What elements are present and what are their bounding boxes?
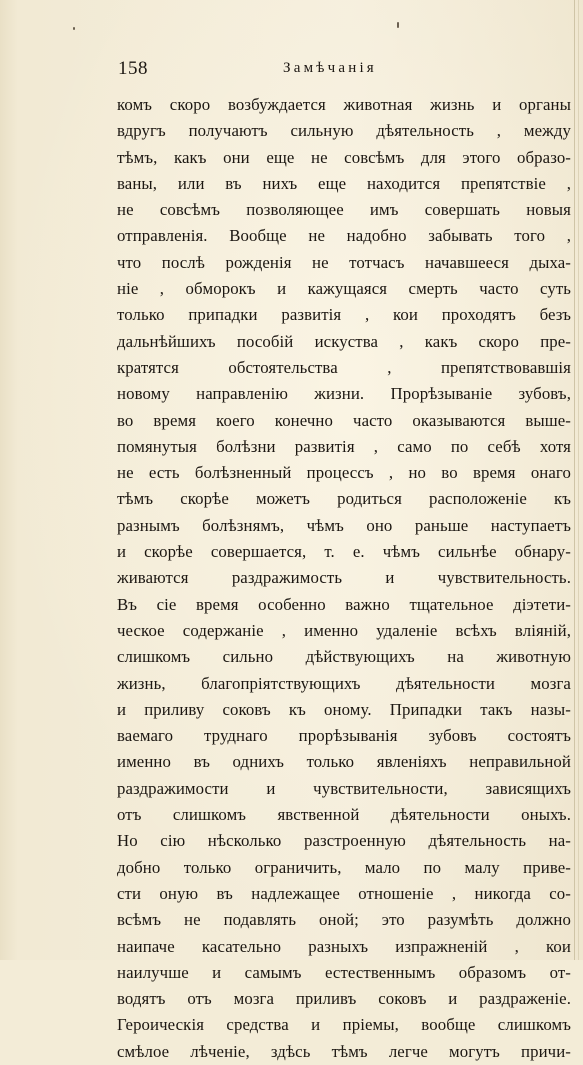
- text-line: ваны, или въ нихъ еще находится препятствіе ,: [117, 173, 571, 193]
- text-line: не совсѣмъ позволяющее имъ совершать новыя: [117, 200, 571, 220]
- text-line: не есть болѣзненный процессъ , но во время онаго: [117, 463, 571, 483]
- text-line: слишкомъ сильно дѣйствующихъ на животную: [117, 647, 571, 667]
- text-line: отправленія. Вообще не надобно забывать того ,: [117, 226, 571, 246]
- text-line: наипаче касательно разныхъ изпражненій , кои: [117, 936, 571, 956]
- text-line: помянутыя болѣзни развитія , само по себѣ хотя: [117, 436, 571, 456]
- text-line: новому направленію жизни. Прорѣзываніе зубовъ,: [117, 384, 571, 404]
- text-line: ваемаго труднаго прорѣзыванія зубовъ состоятъ: [117, 726, 571, 746]
- text-line: живаются раздражимость и чувствительность.: [117, 568, 571, 588]
- text-line: комъ скоро возбуждается животная жизнь и органы: [117, 95, 571, 114]
- text-line: ніе , обморокъ и кажущаяся смерть часто суть: [117, 279, 571, 299]
- text-line: разнымъ болѣзнямъ, чѣмъ оно раньше наступаетъ: [117, 515, 571, 535]
- text-line: наилучше и самымъ естественнымъ образомъ от-: [117, 962, 571, 982]
- text-line: что послѣ рожденія не тотчасъ начавшееся дыха-: [117, 252, 571, 272]
- text-line: жизнь, благопріятствующихъ дѣятельности мозга: [117, 673, 571, 693]
- paper-speck: [73, 27, 75, 30]
- text-line: вдругъ получаютъ сильную дѣятельность , между: [117, 121, 571, 141]
- text-line: во время коего конечно часто оказываются выше-: [117, 410, 571, 430]
- text-line: кратятся обстоятельства , препятствовавшія: [117, 357, 571, 377]
- text-line: всѣмъ не подавлять оной; это разумѣть должно: [117, 910, 571, 930]
- text-line: именно въ однихъ только явленіяхъ неправильной: [117, 752, 571, 772]
- page-header: [118, 58, 568, 82]
- text-line: дальнѣйшихъ пособій искуства , какъ скоро пре-: [117, 331, 571, 351]
- text-line: тѣмъ скорѣе можетъ родиться расположеніе къ: [117, 489, 571, 509]
- text-line: и приливу соковъ къ оному. Припадки такъ назы-: [117, 699, 571, 719]
- text-line: Героическія средства и пріемы, вообще слишкомъ: [117, 1015, 571, 1035]
- page-edge-line: [574, 0, 575, 960]
- page-edge-line-outer: [578, 0, 579, 960]
- text-line: водятъ отъ мозга приливъ соковъ и раздраженіе.: [117, 989, 571, 1009]
- body-text: [117, 92, 571, 1065]
- text-line: ческое содержаніе , именно удаленіе всѣхъ вліяній,: [117, 620, 571, 640]
- text-line: добно только ограничить, мало по малу приве-: [117, 857, 571, 877]
- text-line: Но сію нѣсколько разстроенную дѣятельность на-: [117, 831, 571, 851]
- page-number: 158: [118, 58, 148, 79]
- running-title: Замѣчанія: [283, 60, 377, 76]
- text-line: отъ слишкомъ явственной дѣятельности оныхъ.: [117, 805, 571, 825]
- text-line: Въ сіе время особенно важно тщательное діэтети-: [117, 594, 571, 614]
- text-line: и скорѣе совершается, т. е. чѣмъ сильнѣе обнару-: [117, 542, 571, 562]
- text-line: смѣлое лѣченіе, здѣсь тѣмъ легче могутъ причи-: [117, 1041, 571, 1061]
- text-line: только припадки развитія , кои проходятъ безъ: [117, 305, 571, 325]
- paper-speck: [397, 22, 399, 28]
- text-line: раздражимости и чувствительности, зависящихъ: [117, 778, 571, 798]
- text-line: сти оную въ надлежащее отношеніе , никогда со-: [117, 883, 571, 903]
- text-line: тѣмъ, какъ они еще не совсѣмъ для этого образо-: [117, 147, 571, 167]
